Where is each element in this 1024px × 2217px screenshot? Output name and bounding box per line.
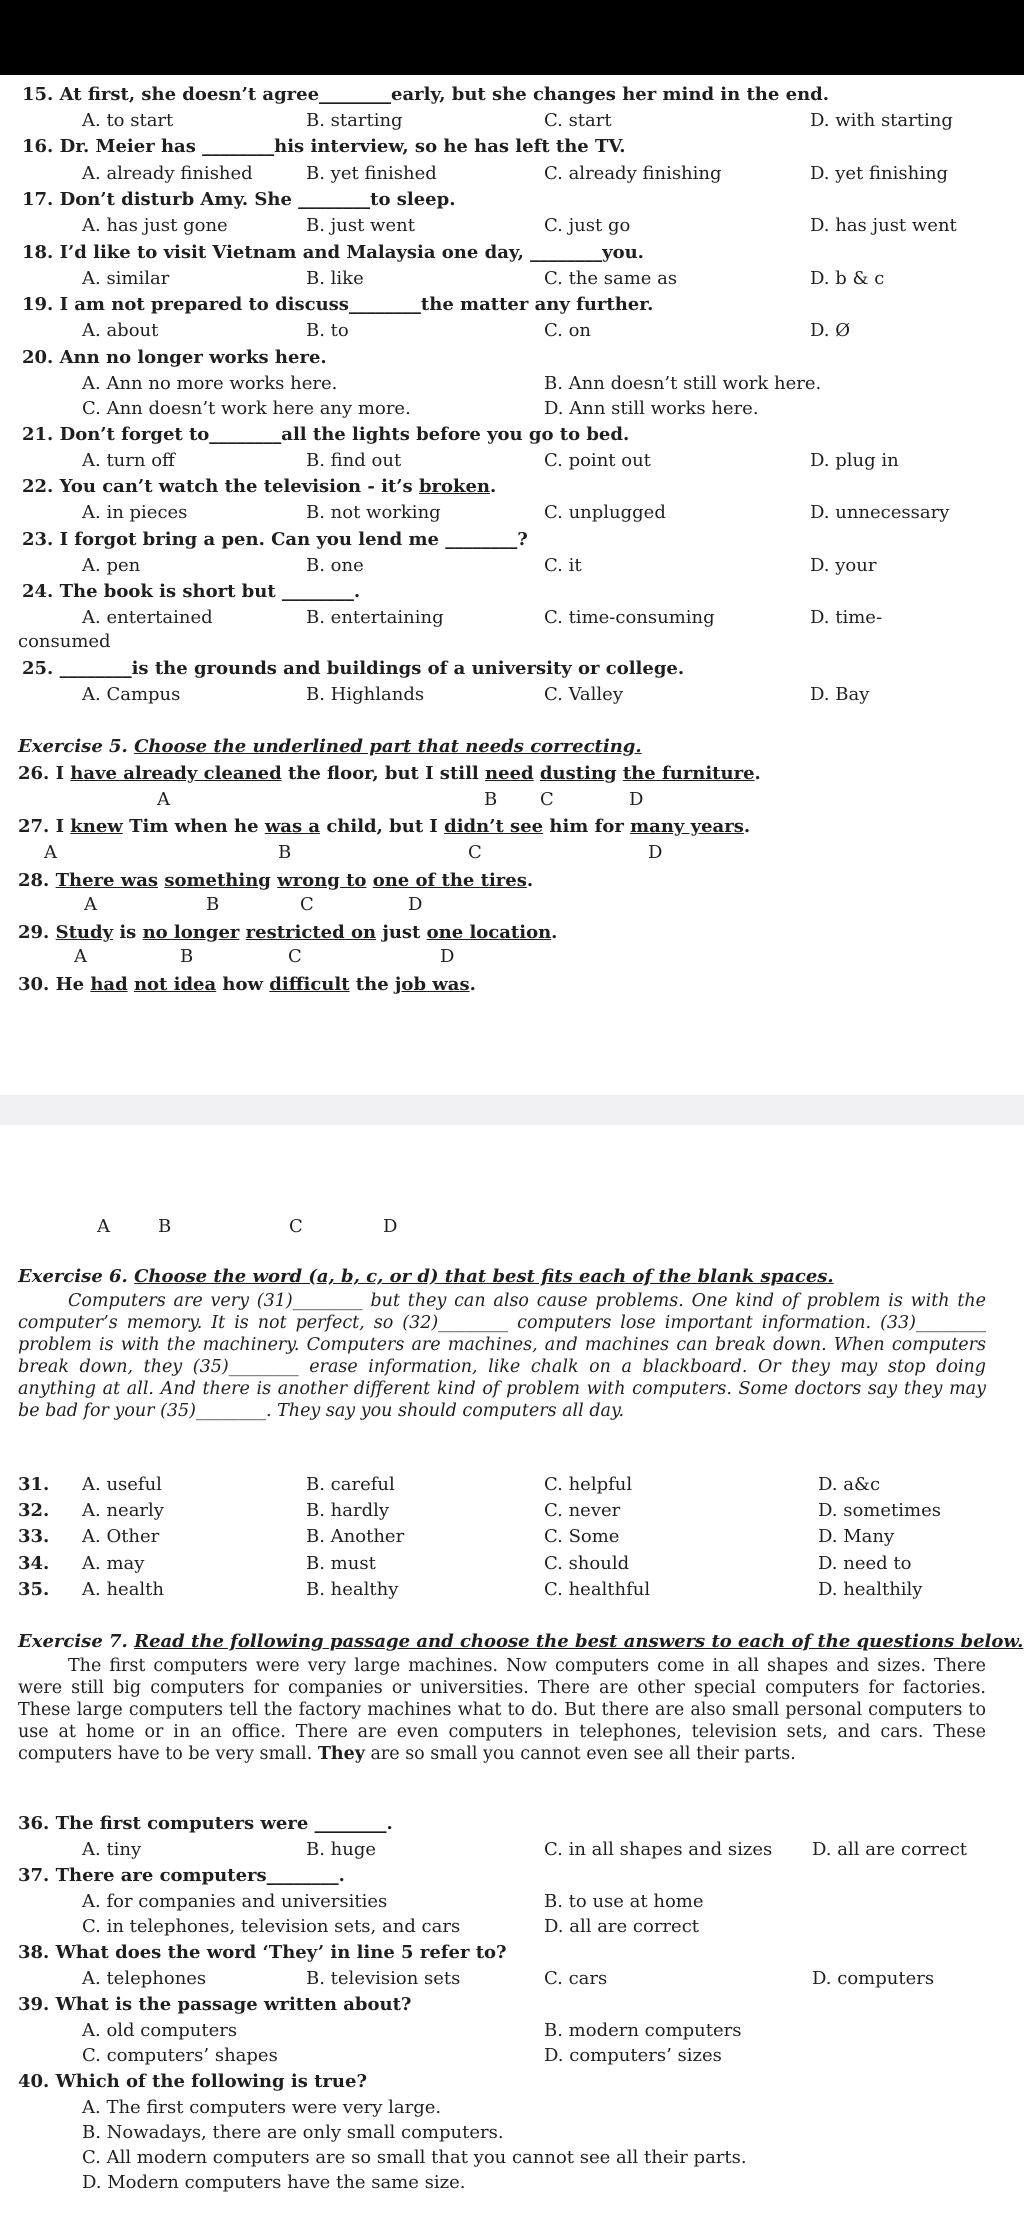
stray-letter-a: A [97, 1216, 110, 1237]
exercise-7-passage: The first computers were very large machines. Now computers come in all shapes and sizes. There were still big computers for companies or universities. There are other special computers for factories. These large computers tell the factory machines what to do. But there are also small personal computers to use at home or in an office. There are even computers in telephones, television sets, and cars. These computers have to be very small. They are so small you cannot even see all their parts. [18, 1656, 986, 1764]
q33-option-c: C. Some [544, 1526, 620, 1547]
q16-option-b: B. yet finished [306, 163, 437, 184]
question-22-stem: 22. You can’t watch the television - it’s broken. [22, 476, 497, 497]
q33-option-b: B. Another [306, 1526, 405, 1547]
q22-option-c: C. unplugged [544, 502, 666, 523]
q35-option-b: B. healthy [306, 1579, 399, 1600]
q26-letter-c: C [540, 789, 554, 810]
q24-option-c: C. time-consuming [544, 607, 715, 628]
q15-option-d: D. with starting [810, 110, 953, 131]
q27-letter-b: B [278, 842, 292, 863]
q23-option-c: C. it [544, 555, 582, 576]
stray-letter-d: D [383, 1216, 398, 1237]
q32-option-a: A. nearly [82, 1500, 164, 1521]
question-24-stem: 24. The book is short but ________. [22, 581, 361, 602]
q17-option-a: A. has just gone [82, 215, 228, 236]
stray-letter-c: C [289, 1216, 303, 1237]
question-17-stem: 17. Don’t disturb Amy. She ________to sleep. [22, 189, 456, 210]
question-20-stem: 20. Ann no longer works here. [22, 347, 327, 368]
question-40-stem: 40. Which of the following is true? [18, 2071, 367, 2092]
q39-option-a: A. old computers [82, 2020, 238, 2041]
q39-option-c: C. computers’ shapes [82, 2045, 278, 2066]
q23-option-b: B. one [306, 555, 364, 576]
q32-option-d: D. sometimes [818, 1500, 941, 1521]
q38-option-d: D. computers [812, 1968, 935, 1989]
q37-option-c: C. in telephones, television sets, and cars [82, 1916, 461, 1937]
q22-option-a: A. in pieces [82, 502, 188, 523]
q19-option-d: D. Ø [810, 320, 850, 341]
q27-letter-c: C [468, 842, 482, 863]
q25-option-d: D. Bay [810, 684, 870, 705]
q22-option-d: D. unnecessary [810, 502, 950, 523]
q31-number: 31. [18, 1474, 50, 1495]
q40-option-b: B. Nowadays, there are only small computers. [82, 2122, 504, 2143]
question-30-sentence: 30. He had not idea how difficult the job was. [18, 974, 476, 995]
q23-option-d: D. your [810, 555, 877, 576]
q18-option-b: B. like [306, 268, 364, 289]
q16-option-d: D. yet finishing [810, 163, 949, 184]
q25-option-b: B. Highlands [306, 684, 425, 705]
q38-option-c: C. cars [544, 1968, 608, 1989]
question-26-sentence: 26. I have already cleaned the floor, but I still need dusting the furniture. [18, 763, 761, 784]
q37-option-b: B. to use at home [544, 1891, 704, 1912]
q31-option-a: A. useful [82, 1474, 162, 1495]
exercise-6-title: Exercise 6. Choose the word (a, b, c, or d) that best fits each of the blank spaces. [18, 1266, 834, 1287]
q39-option-b: B. modern computers [544, 2020, 742, 2041]
q34-option-c: C. should [544, 1553, 630, 1574]
q34-option-a: A. may [82, 1553, 145, 1574]
q28-letter-c: C [300, 894, 314, 915]
q23-option-a: A. pen [82, 555, 141, 576]
q40-option-c: C. All modern computers are so small that you cannot see all their parts. [82, 2147, 747, 2168]
q36-option-a: A. tiny [82, 1839, 142, 1860]
q32-option-b: B. hardly [306, 1500, 390, 1521]
q38-option-a: A. telephones [82, 1968, 207, 1989]
q20-option-c: C. Ann doesn’t work here any more. [82, 398, 411, 419]
question-29-sentence: 29. Study is no longer restricted on just one location. [18, 922, 558, 943]
q17-option-d: D. has just went [810, 215, 957, 236]
q28-letter-b: B [206, 894, 220, 915]
question-27-sentence: 27. I knew Tim when he was a child, but I didn’t see him for many years. [18, 816, 751, 837]
q18-option-d: D. b & c [810, 268, 885, 289]
q19-option-c: C. on [544, 320, 592, 341]
q35-option-c: C. healthful [544, 1579, 651, 1600]
q33-number: 33. [18, 1526, 50, 1547]
q40-option-d: D. Modern computers have the same size. [82, 2172, 466, 2193]
q32-option-c: C. never [544, 1500, 621, 1521]
q28-letter-a: A [84, 894, 97, 915]
q25-option-c: C. Valley [544, 684, 623, 705]
q33-option-d: D. Many [818, 1526, 895, 1547]
q24-option-b: B. entertaining [306, 607, 444, 628]
q20-option-b: B. Ann doesn’t still work here. [544, 373, 822, 394]
q34-option-b: B. must [306, 1553, 376, 1574]
q26-letter-d: D [629, 789, 644, 810]
q31-option-b: B. careful [306, 1474, 395, 1495]
stray-letter-b: B [158, 1216, 172, 1237]
q26-letter-a: A [157, 789, 170, 810]
q33-option-a: A. Other [82, 1526, 160, 1547]
q31-option-c: C. helpful [544, 1474, 633, 1495]
q34-option-d: D. need to [818, 1553, 912, 1574]
question-23-stem: 23. I forgot bring a pen. Can you lend me ________? [22, 529, 528, 550]
q29-letter-d: D [440, 946, 455, 967]
q27-letter-a: A [44, 842, 57, 863]
q28-letter-d: D [408, 894, 423, 915]
q20-option-a: A. Ann no more works here. [82, 373, 338, 394]
q29-letter-a: A [74, 946, 87, 967]
question-18-stem: 18. I’d like to visit Vietnam and Malaysia one day, ________you. [22, 242, 644, 263]
q35-option-d: D. healthily [818, 1579, 923, 1600]
q24-option-d: D. time- [810, 607, 883, 628]
q15-option-b: B. starting [306, 110, 403, 131]
exercise-5-title: Exercise 5. Choose the underlined part that needs correcting. [18, 736, 642, 757]
q19-option-a: A. about [82, 320, 159, 341]
q21-option-c: C. point out [544, 450, 651, 471]
question-16-stem: 16. Dr. Meier has ________his interview, so he has left the TV. [22, 136, 626, 157]
q36-option-c: C. in all shapes and sizes [544, 1839, 773, 1860]
q17-option-c: C. just go [544, 215, 631, 236]
q37-option-a: A. for companies and universities [82, 1891, 388, 1912]
q39-option-d: D. computers’ sizes [544, 2045, 722, 2066]
q20-option-d: D. Ann still works here. [544, 398, 759, 419]
q36-option-d: D. all are correct [812, 1839, 968, 1860]
q16-option-c: C. already finishing [544, 163, 722, 184]
q29-letter-b: B [180, 946, 194, 967]
q40-option-a: A. The first computers were very large. [82, 2097, 442, 2118]
page-separator [0, 1095, 1024, 1125]
question-21-stem: 21. Don’t forget to________all the lights before you go to bed. [22, 424, 630, 445]
q21-option-a: A. turn off [82, 450, 175, 471]
q38-option-b: B. television sets [306, 1968, 461, 1989]
q18-option-a: A. similar [82, 268, 170, 289]
question-19-stem: 19. I am not prepared to discuss________the matter any further. [22, 294, 654, 315]
q24-option-d-wrap: consumed [18, 631, 111, 652]
question-25-stem: 25. ________is the grounds and buildings of a university or college. [22, 658, 685, 679]
question-15-stem: 15. At first, she doesn’t agree________early, but she changes her mind in the end. [22, 84, 830, 105]
q27-letter-d: D [648, 842, 663, 863]
q34-number: 34. [18, 1553, 50, 1574]
q21-option-b: B. find out [306, 450, 402, 471]
q32-number: 32. [18, 1500, 50, 1521]
q26-letter-b: B [484, 789, 498, 810]
question-36-stem: 36. The first computers were ________. [18, 1813, 393, 1834]
q37-option-d: D. all are correct [544, 1916, 700, 1937]
q22-option-b: B. not working [306, 502, 441, 523]
q24-option-a: A. entertained [82, 607, 213, 628]
q29-letter-c: C [288, 946, 302, 967]
q17-option-b: B. just went [306, 215, 415, 236]
top-black-bar [0, 0, 1024, 75]
q25-option-a: A. Campus [82, 684, 181, 705]
exercise-6-passage: Computers are very (31)________ but they can also cause problems. One kind of problem is with the computer’s memory. It is not perfect, so (32)________ computers lose important information. (33)________ problem is with the machinery. Computers are machines, and machines can break down. When computers break down, they (35)________ erase information, like chalk on a blackboard. Or they may stop doing anything at all. And there is another different kind of problem with computers. Some doctors say they may be bad for your (35)________. They say you should computers all day. [18, 1291, 986, 1421]
q35-number: 35. [18, 1579, 50, 1600]
q15-option-a: A. to start [82, 110, 174, 131]
question-39-stem: 39. What is the passage written about? [18, 1994, 412, 2015]
q31-option-d: D. a&c [818, 1474, 881, 1495]
question-28-sentence: 28. There was something wrong to one of the tires. [18, 870, 534, 891]
q36-option-b: B. huge [306, 1839, 377, 1860]
exercise-7-title: Exercise 7. Read the following passage and choose the best answers to each of the questions below. [18, 1631, 1024, 1652]
question-37-stem: 37. There are computers________. [18, 1865, 345, 1886]
q18-option-c: C. the same as [544, 268, 678, 289]
question-38-stem: 38. What does the word ‘They’ in line 5 refer to? [18, 1942, 507, 1963]
q35-option-a: A. health [82, 1579, 165, 1600]
q15-option-c: C. start [544, 110, 612, 131]
q19-option-b: B. to [306, 320, 349, 341]
q16-option-a: A. already finished [82, 163, 253, 184]
q21-option-d: D. plug in [810, 450, 899, 471]
